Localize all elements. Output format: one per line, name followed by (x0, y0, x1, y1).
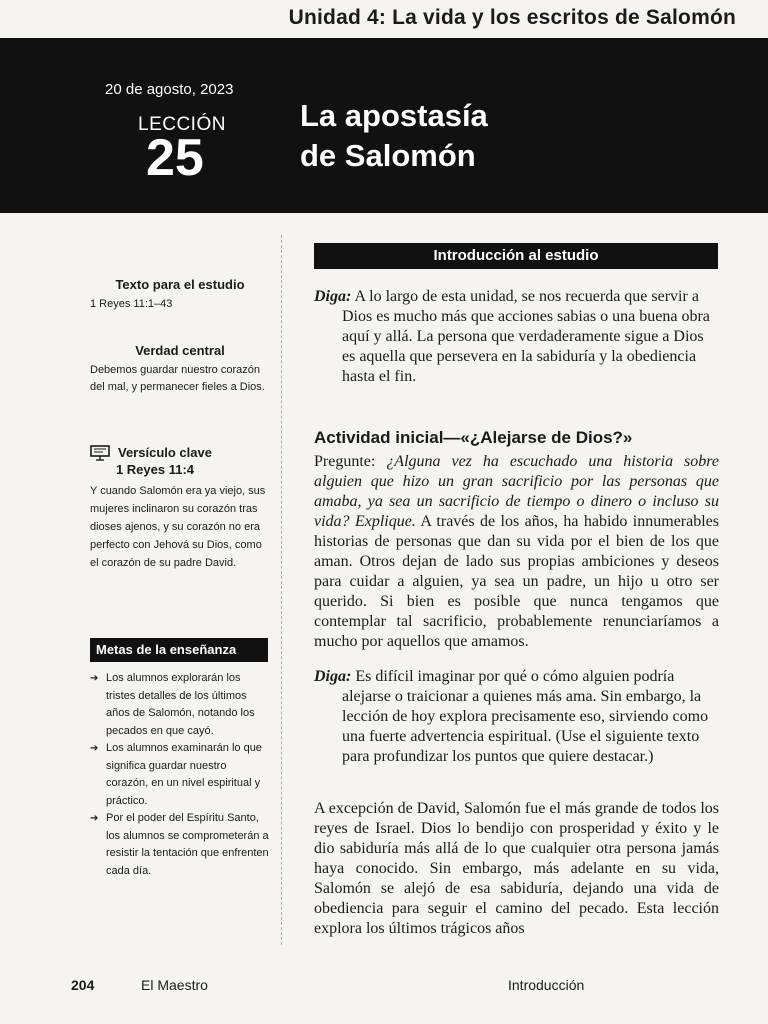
texto-ref: 1 Reyes 11:1–43 (90, 298, 173, 310)
lesson-title-line-1: La apostasía (300, 98, 488, 133)
page-number: 204 (71, 977, 95, 993)
list-item: ➔ Por el poder del Espíritu Santo, los alumnos se comprometerán a resistir la tentación que enfrenten cada día. (90, 812, 269, 877)
lesson-label: LECCIÓN (138, 114, 226, 135)
lesson-number: 25 (146, 129, 204, 187)
section-name: Introducción (508, 977, 585, 993)
list-item: ➔ Los alumnos explorarán los tristes detalles de los últimos años de Salomón, notando los pecados en que cayó. (90, 672, 255, 737)
versiculo-ref: 1 Reyes 11:4 (115, 462, 195, 477)
arrow-right-icon: ➔ (90, 743, 99, 754)
verdad-section (90, 342, 270, 396)
pregunte-label: Pregunte: (314, 453, 376, 470)
diga-label: Diga: (314, 288, 352, 305)
sidebar-divider (281, 235, 282, 945)
pregunte-question: ¿Alguna vez ha escuchado una historia sobre alguien que hizo un gran sacrificio por las personas que amaba, ya sea un sacrificio de tiempo o dinero o incluso su vida? Explique. (314, 453, 719, 530)
lesson-title (300, 96, 488, 176)
body-paragraph: A excepción de David, Salomón fue el más grande de todos los reyes de Israel. Dios lo bendijo con prosperidad y éxito y le dio sabiduría más allá de lo que cualquier otra persona jamás haya conocido. Sin embargo, más adelante en su vida, Salomón se alejó de esa sabiduría, dejando una vida de obediencia para seguir el camino del pecado. Esta lección explora los últimos trágicos años (314, 800, 719, 937)
arrow-right-icon: ➔ (90, 813, 99, 824)
actividad-heading: Actividad inicial—«¿Alejarse de Dios?» (314, 428, 633, 447)
presentation-icon (90, 445, 110, 461)
lesson-title-line-2: de Salomón (300, 138, 476, 173)
list-item: ➔ Los alumnos examinarán lo que significa guardar nuestro corazón, en un nivel espiritual y práctico. (90, 742, 262, 807)
versiculo-text: Y cuando Salomón era ya viejo, sus mujeres inclinaron su corazón tras dioses ajenos, y su corazón no era perfecto con Jehová su Dios, como el corazón de su padre David. (90, 485, 266, 569)
metas-heading: Metas de la enseñanza (90, 638, 268, 662)
pregunte-text: A través de los años, ha habido innumerables historias de personas que dan su vida por el bien de los que aman. Otros dejan de lado sus propias ambiciones y deseos para cuidar a alguien, ya sea un padre, un hijo u otro ser querido. Si bien es posible que nunca tengamos que contemplar tal sacrificio, probablemente renunciaríamos a mucho por aquellos que amamos. (314, 513, 719, 650)
arrow-right-icon: ➔ (90, 673, 99, 684)
verdad-heading: Verdad central (135, 343, 225, 358)
diga2-paragraph (314, 667, 719, 767)
versiculo-heading: Versículo clave (118, 445, 212, 460)
versiculo-section (90, 444, 270, 572)
texto-heading: Texto para el estudio (115, 277, 245, 292)
intro-paragraph (314, 287, 719, 387)
intro-heading: Introducción al estudio (314, 243, 718, 269)
texto-section (90, 276, 270, 313)
pregunte-paragraph (314, 452, 719, 652)
diga2-text: Es difícil imaginar por qué o cómo alguien podría alejarse o traicionar a quienes más ama. Sin embargo, la lección de hoy explora precisamente eso, sirviendo como una fuerte advertencia espiritual. (Use el siguiente texto para profundizar los puntos que quiere destacar.) (342, 668, 709, 765)
unit-title: Unidad 4: La vida y los escritos de Salomón (288, 6, 736, 29)
diga2-label: Diga: (314, 668, 352, 685)
lesson-date: 20 de agosto, 2023 (105, 81, 234, 98)
verdad-text: Debemos guardar nuestro corazón del mal, y permanecer fieles a Dios. (90, 364, 265, 393)
metas-list (90, 670, 270, 880)
intro-text: A lo largo de esta unidad, se nos recuerda que servir a Dios es mucho más que acciones sabias o una buena obra aquí y allá. La persona que verdaderamente sigue a Dios es aquella que persevera en la sabiduría y la obediencia hasta el fin. (342, 288, 710, 385)
lesson-banner (0, 38, 768, 213)
book-name: El Maestro (141, 977, 208, 993)
